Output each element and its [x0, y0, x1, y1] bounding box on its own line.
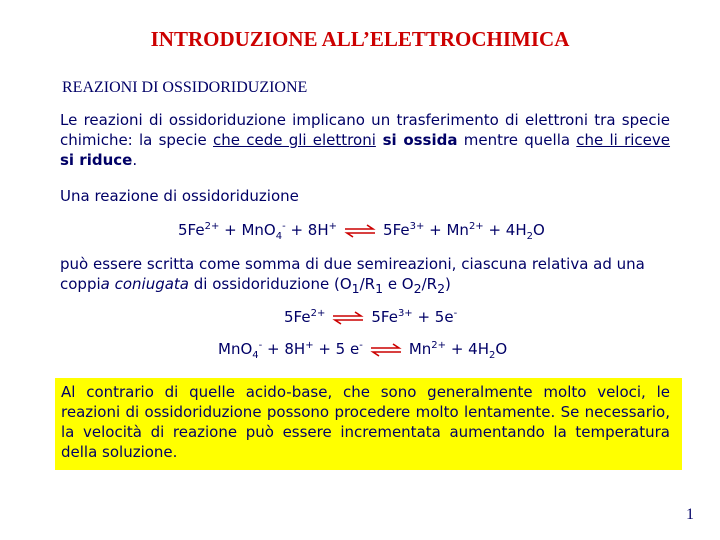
- eq-term: + 4H: [446, 340, 489, 358]
- half-reaction-reduction: [218, 340, 507, 361]
- sum-text-4: e O: [383, 275, 414, 293]
- eq-term: 5Fe: [371, 308, 398, 326]
- eq-term: 5Fe: [383, 221, 410, 239]
- redox-equation: [178, 221, 545, 242]
- intro-text-2: mentre quella: [457, 131, 577, 149]
- eq-subscript: 4: [275, 231, 283, 242]
- eq-charge: -: [453, 308, 458, 319]
- eq-term: + 5e: [412, 308, 454, 326]
- eq-charge: -: [282, 221, 286, 232]
- eq-term: MnO: [218, 340, 253, 358]
- sum-subscript: 1: [375, 281, 384, 296]
- eq-term: + 8H: [285, 221, 329, 239]
- sum-italic: a coniugata: [100, 275, 189, 293]
- sum-text-1: può essere scritta come somma di due semireazioni, ciascuna relativa ad una coppi: [60, 255, 645, 293]
- eq-term: + 5 e: [313, 340, 360, 358]
- sum-text-3: /R: [359, 275, 376, 293]
- sum-subscript: 2: [437, 281, 446, 296]
- sum-subscript: 2: [413, 281, 422, 296]
- eq-charge: 2+: [310, 308, 326, 319]
- intro-underline-1: che cede gli elettroni: [213, 131, 376, 149]
- page-title: INTRODUZIONE ALL’ELETTROCHIMICA: [150, 27, 570, 51]
- eq-charge: 2+: [204, 221, 220, 232]
- sum-text-2: di ossidoriduzione (O: [189, 275, 352, 293]
- sum-text-6: ): [445, 275, 451, 293]
- eq-term: + MnO: [219, 221, 276, 239]
- eq-charge: 3+: [397, 308, 413, 319]
- eq-charge: +: [328, 221, 338, 232]
- eq-charge: -: [258, 340, 263, 351]
- eq-term: + Mn: [424, 221, 469, 239]
- sum-text-5: /R: [421, 275, 438, 293]
- eq-term: O: [533, 221, 545, 239]
- eq-charge: -: [359, 340, 363, 351]
- intro-bold-1: si ossida: [375, 131, 458, 149]
- eq-charge: 3+: [409, 221, 425, 232]
- eq-term: 5Fe: [178, 221, 205, 239]
- intro-bold-2: si riduce: [60, 151, 133, 169]
- intro-text-1: Le reazioni di ossidoriduzione implicano un trasferimento di elettroni tra specie chimiche: la specie: [60, 111, 670, 149]
- sum-subscript: 1: [351, 281, 360, 296]
- highlight-box: Al contrario di quelle acido-base, che sono generalmente molto veloci, le reazioni di ossidoriduzione possono procedere molto lentamente. Se necessario, la velocità di reazione può essere incrementata aumentando la temperatura della soluzione.: [55, 378, 682, 470]
- eq-term: + 8H: [262, 340, 306, 358]
- eq-subscript: 2: [488, 350, 496, 361]
- eq-charge: 2+: [431, 340, 447, 351]
- equilibrium-arrow-icon: [369, 343, 403, 357]
- eq-subscript: 2: [526, 231, 533, 242]
- eq-term: + 4H: [483, 221, 527, 239]
- eq-charge: 2+: [468, 221, 484, 232]
- eq-charge: +: [305, 340, 314, 351]
- eq-term: O: [495, 340, 508, 358]
- eq-subscript: 4: [252, 350, 259, 361]
- equilibrium-arrow-icon: [331, 311, 365, 325]
- equilibrium-arrow-icon: [343, 224, 377, 238]
- intro-paragraph: [60, 110, 670, 170]
- redox-intro-text: Una reazione di ossidoriduzione: [60, 187, 299, 205]
- section-heading: REAZIONI DI OSSIDORIDUZIONE: [62, 79, 308, 96]
- intro-underline-2: che li riceve: [576, 131, 671, 149]
- half-reaction-oxidation: [284, 308, 457, 326]
- intro-text-3: .: [132, 151, 138, 169]
- eq-term: Mn: [408, 340, 432, 358]
- eq-term: 5Fe: [284, 308, 311, 326]
- sum-paragraph: [60, 254, 670, 299]
- page-number: 1: [686, 506, 694, 523]
